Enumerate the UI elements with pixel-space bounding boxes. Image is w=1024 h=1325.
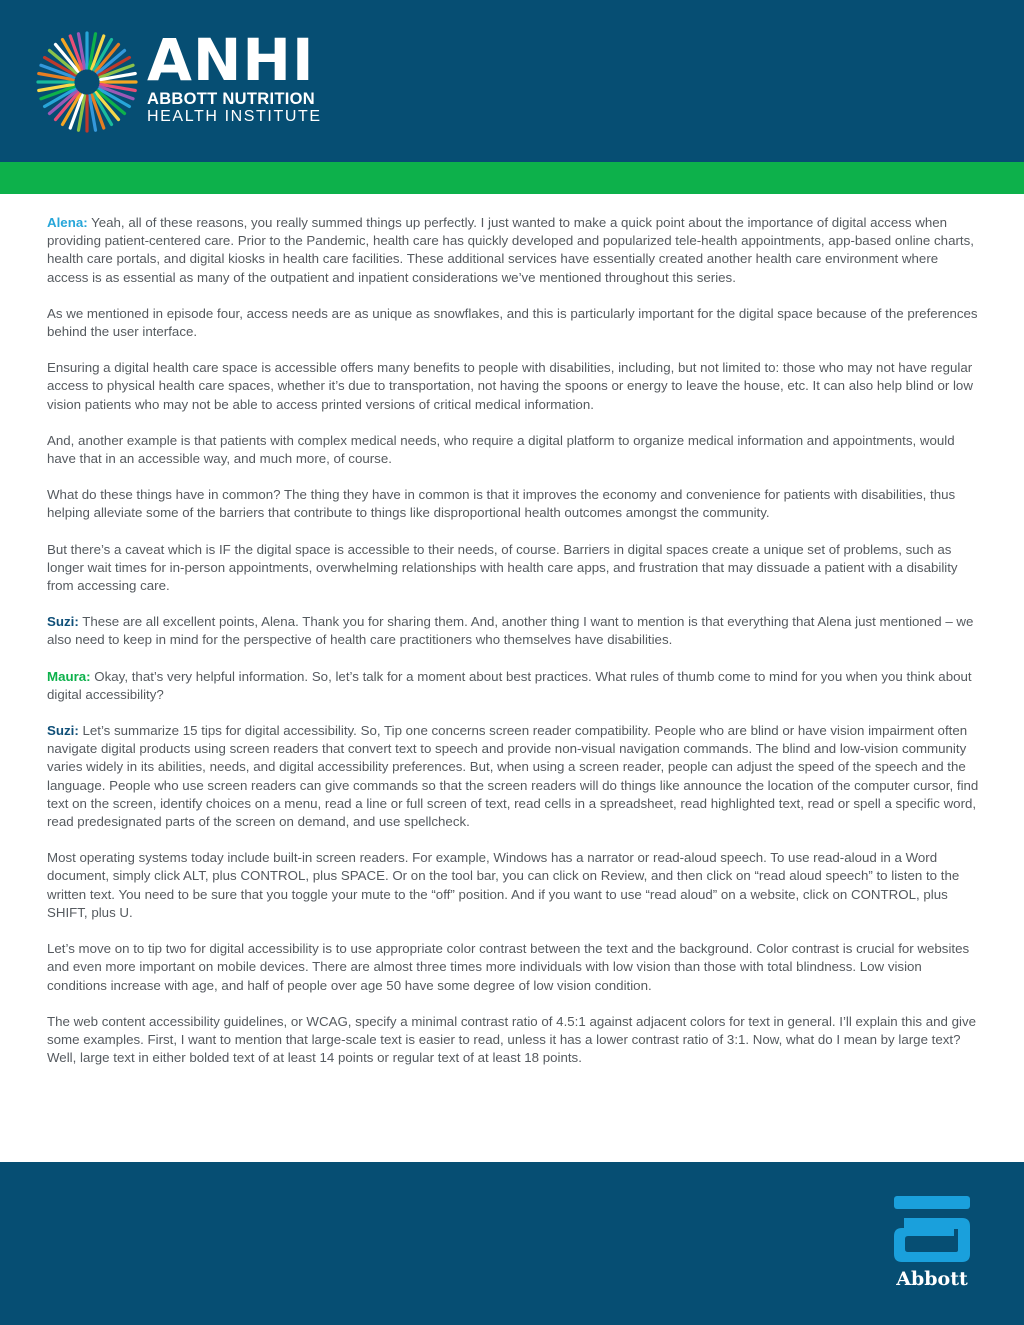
paragraph-text: But there’s a caveat which is IF the digital space is accessible to their needs, of course. Barriers in digital spaces create a unique set of problems, such as longer wait times for in-person appointments, overwhelming relationships with health care apps, and frustration that may dissuade a patient with a disability from accessing care. — [47, 541, 958, 594]
transcript-paragraph — [47, 722, 979, 831]
transcript-paragraph — [47, 668, 979, 704]
logo-org-line1: ABBOTT NUTRITION — [147, 90, 315, 108]
transcript-paragraph — [47, 613, 979, 649]
anhi-logo — [147, 26, 322, 126]
accent-bar — [0, 162, 1024, 194]
logo-org-line2: HEALTH INSTITUTE — [147, 108, 322, 125]
abbott-logo-icon — [890, 1196, 974, 1264]
transcript-paragraph — [47, 432, 979, 468]
speaker-name: Alena: — [47, 215, 88, 230]
footer-banner — [0, 1162, 1024, 1325]
transcript-paragraph — [47, 940, 979, 995]
transcript-paragraph — [47, 541, 979, 596]
paragraph-text: These are all excellent points, Alena. Thank you for sharing them. And, another thing I want to mention is that everything that Alena just mentioned – we also need to keep in mind for the perspective of health care practitioners who themselves have disabilities. — [47, 614, 974, 648]
transcript-paragraph — [47, 486, 979, 522]
paragraph-text: Okay, that’s very helpful information. So, let’s talk for a moment about best practices. What rules of thumb come to mind for you when you think about digital accessibility? — [47, 668, 972, 702]
paragraph-text: Yeah, all of these reasons, you really summed things up perfectly. I just wanted to make a quick point about the importance of digital access when providing patient-centered care. Prior to the Pandemic, health care has quickly developed and popularized tele-health appointments, app-based online charts, health care portals, and digital kiosks in health care facilities. These additional services have essentially created another health care environment where access is as essential as many of the outpatient and inpatient considerations we’ve mentioned throughout this series. — [47, 215, 974, 285]
paragraph-text: What do these things have in common? The thing they have in common is that it improves the economy and convenience for patients with disabilities, thus helping alleviate some of the barriers that contribute to things like disproportional health outcomes amongst the community. — [47, 487, 956, 521]
transcript-paragraph — [47, 305, 979, 341]
paragraph-text: The web content accessibility guidelines, or WCAG, specify a minimal contrast ratio of 4.5:1 against adjacent colors for text in general. I’ll explain this and give some examples. First, I want to mention that large-scale text is easier to read, unless it has a lower contrast ratio of 3:1. Now, what do I mean by large text? Well, large text in either bolded text of at least 14 points or regular text of at least 18 points. — [47, 1013, 977, 1066]
paragraph-text: Let’s move on to tip two for digital accessibility is to use appropriate color contrast between the text and the background. Color contrast is crucial for websites and even more important on mobile devices. There are almost three times more individuals with low vision than those with total blindness. Low vision conditions increase with age, and half of people over age 50 have some degree of low vision condition. — [47, 941, 970, 993]
transcript-paragraph — [47, 1013, 979, 1068]
speaker-name: Maura: — [47, 668, 91, 684]
paragraph-text: Let’s summarize 15 tips for digital accessibility. So, Tip one concerns screen reader compatibility. People who are blind or have vision impairment often navigate digital products using screen readers that convert text to speech and provide non-visual navigation commands. The blind and low-vision community varies widely in its abilities, needs, and digital accessibility preferences. But, when using a screen reader, people can adjust the speed of the speech and the language. People who use screen readers can give commands so that the screen readers will do things like announce the location of the computer cursor, find text on the screen, identify choices on a menu, read a line or full screen of text, read cells in a spreadsheet, read highlighted text, read or spell a specific word, read predesignated parts of the screen on demand, and use spellcheck. — [47, 723, 979, 830]
paragraph-text: Most operating systems today include built-in screen readers. For example, Windows has a narrator or read-aloud speech. To use read-aloud in a Word document, simply click ALT, plus CONTROL, plus SPACE. Or on the tool bar, you can click on Review, and then click on “read aloud speech” to listen to the written text. You need to be sure that you toggle your mute to the “off” position. And if you want to use “read aloud” on a website, click on CONTROL, plus SHIFT, plus U. — [47, 850, 960, 920]
speaker-name: Suzi: — [47, 614, 79, 630]
paragraph-text: Ensuring a digital health care space is accessible offers many benefits to people with disabilities, including, but not limited to: those who may not have regular access to physical health care spaces, whether it’s due to transportation, not having the spoons or energy to leave the house, etc. It can also help blind or low vision patients who may not be able to access printed versions of critical medical information. — [47, 360, 973, 412]
radial-burst-logo-icon — [36, 31, 138, 133]
logo-acronym: ANHI — [147, 26, 315, 94]
paragraph-text: And, another example is that patients with complex medical needs, who require a digital platform to organize medical information and appointments, would have that in an accessible way, and much more, of course. — [47, 432, 955, 467]
abbott-wordmark: Abbott — [896, 1268, 968, 1290]
transcript-paragraph — [47, 214, 979, 287]
speaker-name: Suzi: — [47, 723, 79, 739]
transcript-paragraph — [47, 849, 979, 922]
paragraph-text: As we mentioned in episode four, access needs are as unique as snowflakes, and this is particularly important for the digital space because of the preferences behind the user interface. — [47, 305, 978, 340]
header-banner — [0, 0, 1024, 162]
transcript-paragraph — [47, 359, 979, 414]
transcript-body — [47, 214, 979, 1085]
